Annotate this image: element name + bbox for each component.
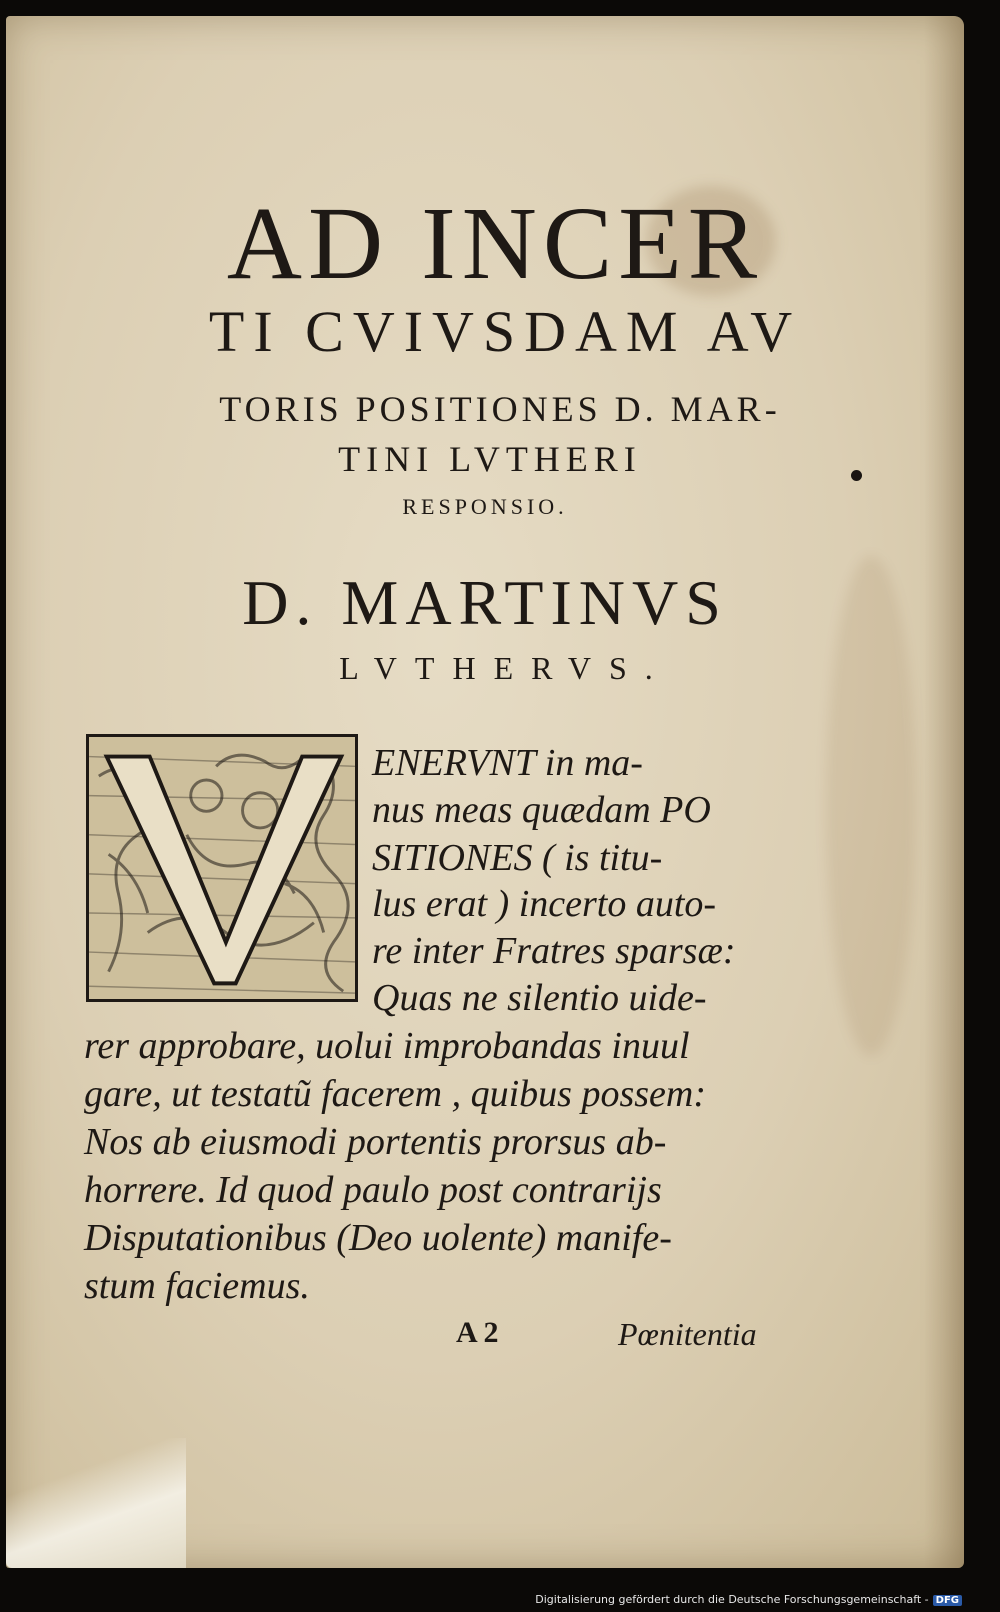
title-line-3: TORIS POSITIONES D. MAR- [219,389,781,429]
title-line-2: TI CVIVSDAM AV [208,299,802,364]
digitization-credit [535,1593,962,1606]
body-line: horrere. Id quod paulo post contrarijs [84,1169,662,1211]
body-line: Disputationibus (Deo uolente) manife- [84,1217,672,1259]
decorated-initial-letter [86,734,358,1002]
heading-author: D. MARTINVS [242,567,728,638]
body-line: stum faciemus. [84,1265,310,1307]
title-line-1: AD INCER [226,186,764,301]
body-line: gare, ut testatũ facerem , quibus possem: [84,1073,706,1115]
credit-text: Digitalisierung gefördert durch die Deutsche Forschungsgemeinschaft - [535,1593,929,1606]
body-line: re inter Fratres sparsæ: [372,930,736,972]
book-page [6,16,964,1568]
catchword: Pœnitentia [618,1316,757,1352]
title-line-4: TINI LVTHERI [338,439,642,479]
body-line: Nos ab eiusmodi portentis prorsus ab- [84,1121,667,1163]
body-line: Quas ne silentio uide- [372,977,707,1019]
body-line: ENERVNT in ma- [372,742,643,784]
heading-author-surname: LVTHERVS. [339,650,671,686]
body-line: rer approbare, uolui improbandas inuul [84,1025,690,1067]
signature-mark: A 2 [456,1316,499,1349]
body-line: nus meas quædam PO [372,789,711,831]
woodcut-initial-v [89,737,355,999]
torn-corner [6,1438,186,1568]
title-line-5: RESPONSIO. [402,494,568,519]
body-line: lus erat ) incerto auto- [372,883,717,925]
dfg-logo: DFG [933,1595,962,1606]
body-line: SITIONES ( is titu- [372,837,663,879]
ink-dot [851,470,862,481]
